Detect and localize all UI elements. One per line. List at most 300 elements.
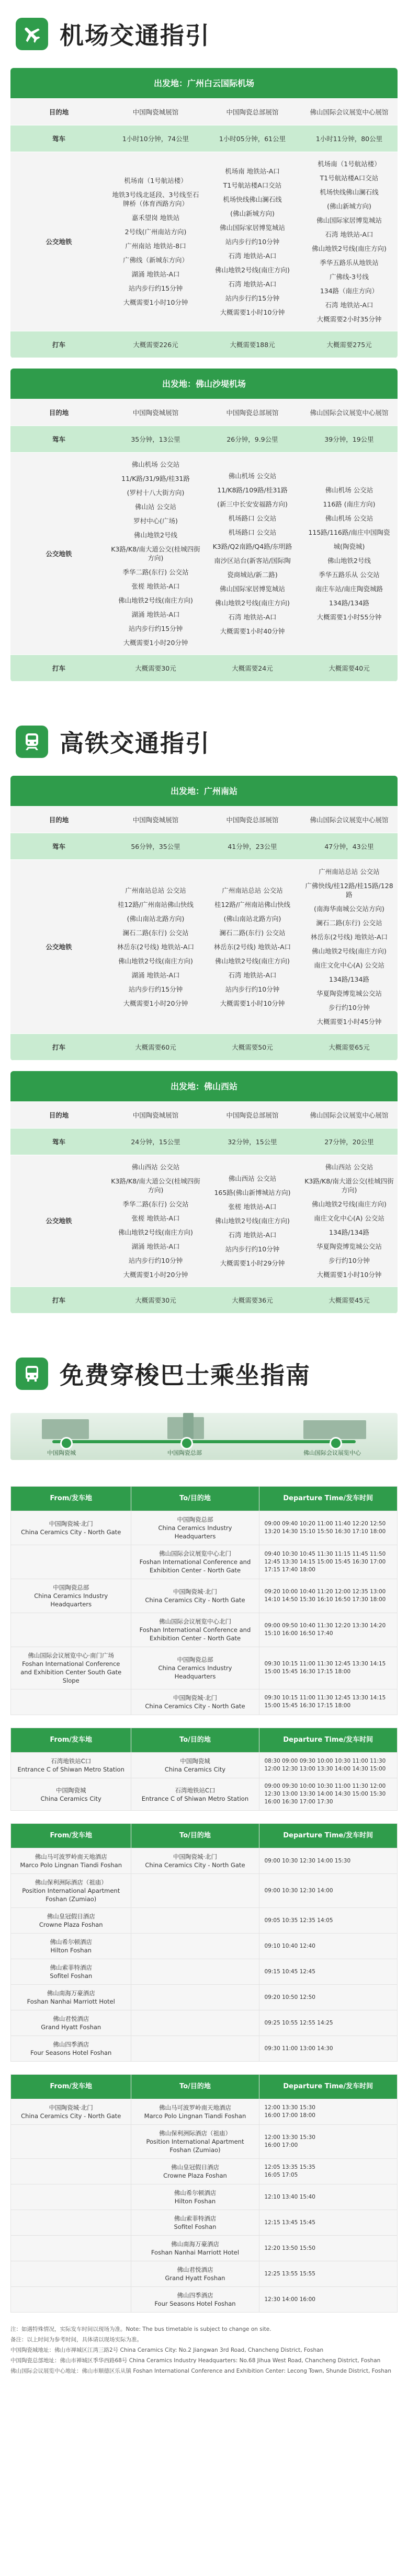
shuttle-time: 12:30 14:00 16:00 bbox=[259, 2287, 398, 2313]
shuttle-time: 09:20 10:00 10:40 11:20 12:00 12:35 13:00 14:10 14:50 15:30 16:10 16:50 17:30 18:00 bbox=[259, 1579, 398, 1613]
shuttle-to: 中国陶瓷城·北门 China Ceramics City - North Gate bbox=[131, 1579, 259, 1613]
transit-step: 机场南（1号航站楼） bbox=[318, 160, 381, 168]
shuttle-from: 中国陶瓷总部 China Ceramics Industry Headquarters bbox=[11, 1579, 131, 1613]
shuttle-to bbox=[131, 2036, 259, 2062]
transit-step: 张槎 地铁站-A口 bbox=[131, 582, 180, 590]
transit-step: 广州南站总站 公交站 bbox=[125, 886, 186, 894]
shuttle-table bbox=[10, 1728, 398, 1811]
transit-step: 佛山地铁2号线(南庄方向) bbox=[312, 245, 387, 252]
transit-step: 站内步行约15分钟 bbox=[128, 985, 183, 993]
shuttle-to: 佛山国际会议展览中心北门 Foshan International Conference and Exhibition Center - North Gate bbox=[131, 1613, 259, 1647]
route-origin-row bbox=[10, 776, 398, 807]
shuttle-to bbox=[131, 1908, 259, 1934]
transit-step: 机场快线佛山澜石线 bbox=[320, 188, 379, 196]
shuttle-row bbox=[11, 2287, 398, 2313]
shuttle-from bbox=[11, 2210, 131, 2236]
transit-steps bbox=[109, 460, 202, 647]
shuttle-to: 佛山马可波罗岭南天地酒店 Marco Polo Lingnan Tiandi Foshan bbox=[131, 2099, 259, 2125]
shuttle-to bbox=[131, 1985, 259, 2010]
shuttle-column-header: Departure Time/发车时间 bbox=[259, 2075, 398, 2099]
table-cell: 26分钟，9.9公里 bbox=[204, 426, 301, 453]
shuttle-row bbox=[11, 2210, 398, 2236]
transit-step: 华夏陶瓷博览城公交站 bbox=[316, 990, 382, 997]
transit-step: 湖涌 地铁站-A口 bbox=[131, 611, 180, 618]
transit-step: 115路/116路/南庄中国陶瓷 bbox=[308, 528, 390, 536]
shuttle-time: 08:30 09:00 09:30 10:00 10:30 11:00 11:30 12:00 12:30 13:00 13:30 14:00 14:30 15:00 bbox=[259, 1753, 398, 1778]
transit-step: 南庄文化中心(A) 公交站 bbox=[314, 1214, 384, 1222]
transit-step: 石湾 地铁站-A口 bbox=[228, 1231, 277, 1239]
shuttle-row bbox=[11, 1613, 398, 1647]
shuttle-from bbox=[11, 2184, 131, 2210]
transit-step: 大概需要1小时10分钟 bbox=[316, 1271, 382, 1279]
shuttle-time: 12:10 13:40 15:40 bbox=[259, 2184, 398, 2210]
transit-step: 佛山机场 公交站 bbox=[228, 472, 277, 480]
column-header: 目的地 bbox=[10, 1102, 107, 1129]
transit-step: 城(陶瓷城) bbox=[333, 543, 365, 550]
transit-steps bbox=[303, 486, 395, 622]
transit-step: 广州南站总站 公交站 bbox=[319, 868, 380, 876]
shuttle-from: 佛山皇冠假日酒店 Crowne Plaza Foshan bbox=[11, 1908, 131, 1934]
transit-step: T1号航站楼A口交站 bbox=[320, 174, 379, 182]
row-label: 打车 bbox=[10, 1287, 107, 1314]
transit-step: 佛山地铁2号线(南庄方向) bbox=[118, 957, 193, 965]
transit-step: (佛山新城方向) bbox=[230, 209, 275, 217]
column-header: 目的地 bbox=[10, 807, 107, 833]
shuttle-to bbox=[131, 1959, 259, 1985]
shuttle-column-header: To/目的地 bbox=[131, 1824, 259, 1848]
shuttle-from: 佛山索菲特酒店 Sofitel Foshan bbox=[11, 1959, 131, 1985]
shuttle-time: 09:00 09:40 10:20 11:00 11:40 12:20 12:50 13:20 14:30 15:10 15:50 16:30 17:10 18:00 bbox=[259, 1511, 398, 1545]
table-cell bbox=[301, 152, 398, 331]
transit-step: 澜石二路(东行) 公交站 bbox=[219, 928, 286, 937]
table-cell: 大概需要30元 bbox=[107, 655, 204, 682]
transit-step: 嘉禾望岗 地铁站 bbox=[131, 214, 180, 222]
table-cell: 大概需要30元 bbox=[107, 1287, 204, 1314]
row-label: 公交地铁 bbox=[10, 152, 107, 331]
table-cell: 大概需要60元 bbox=[107, 1034, 204, 1061]
transit-step: 116路 (南庄方向) bbox=[323, 500, 376, 508]
transit-step: 大概需要1小时20分钟 bbox=[123, 639, 188, 647]
transit-step: 地铁3号线北延段、3号线至石牌桥（体育西路方向） bbox=[112, 191, 199, 208]
transit-step: 石湾 地铁站-A口 bbox=[228, 251, 277, 260]
transit-step: 佛山地铁2号线(南庄方向) bbox=[215, 957, 290, 965]
shuttle-column-header: From/发车地 bbox=[11, 1487, 131, 1511]
route-table bbox=[10, 1071, 398, 1314]
column-header: 中国陶瓷总部展馆 bbox=[204, 99, 301, 125]
transit-step: 华夏陶瓷博览城公交站 bbox=[316, 1243, 382, 1250]
shuttle-column-header: From/发车地 bbox=[11, 2075, 131, 2099]
shuttle-row bbox=[11, 1934, 398, 1959]
bus-icon bbox=[16, 1358, 48, 1390]
route-origin: 出发地：佛山西站 bbox=[10, 1071, 398, 1102]
shuttle-notes bbox=[10, 2325, 398, 2375]
route-origin-row bbox=[10, 369, 398, 399]
shuttle-from bbox=[11, 1613, 131, 1647]
shuttle-to: 佛山君悦酒店 Grand Hyatt Foshan bbox=[131, 2261, 259, 2287]
shuttle-from: 佛山君悦酒店 Grand Hyatt Foshan bbox=[11, 2010, 131, 2036]
table-cell: 大概需要50元 bbox=[204, 1034, 301, 1061]
transit-step: 机场南 地铁站-A口 bbox=[225, 167, 280, 175]
shuttle-time: 12:05 13:35 15:35 16:05 17:05 bbox=[259, 2159, 398, 2184]
table-row bbox=[10, 1155, 398, 1287]
shuttle-header-row bbox=[11, 2075, 398, 2099]
shuttle-row bbox=[11, 1985, 398, 2010]
table-row bbox=[10, 833, 398, 860]
shuttle-to: 佛山南海万豪酒店 Foshan Nanhai Marriott Hotel bbox=[131, 2236, 259, 2261]
transit-step: 佛山地铁2号线(南庄方向) bbox=[312, 947, 387, 955]
transit-step: 佛山机场 公交站 bbox=[131, 461, 180, 468]
shuttle-from bbox=[11, 2236, 131, 2261]
transit-step: 广州南站总站 公交站 bbox=[222, 886, 283, 894]
row-label: 打车 bbox=[10, 1034, 107, 1061]
transit-step: 大概需要1小时10分钟 bbox=[220, 308, 285, 316]
column-header: 中国陶瓷城展馆 bbox=[107, 399, 204, 426]
note-line: 中国陶瓷总部地址：佛山市禅城区季华西路68号 China Ceramics Industry Headquarters: No.68 Jihua West Road, Chancheng District, Foshan bbox=[10, 2358, 381, 2364]
airplane-icon bbox=[16, 18, 48, 50]
airport-section-title: 机场交通指引 bbox=[60, 21, 210, 50]
table-cell bbox=[204, 152, 301, 331]
transit-step: 机场路口 公交站 bbox=[228, 514, 277, 522]
shuttle-header-row bbox=[11, 1487, 398, 1511]
banner-label: 佛山国际会议展览中心 bbox=[303, 1450, 361, 1456]
transit-step: 桂12路/广州南站佛山快线 bbox=[117, 900, 194, 908]
route-origin: 出发地：佛山沙堤机场 bbox=[10, 369, 398, 399]
rail-section-header bbox=[0, 708, 408, 776]
table-cell bbox=[107, 1155, 204, 1287]
shuttle-from: 石湾地铁站C口 Entrance C of Shiwan Metro Station bbox=[11, 1753, 131, 1778]
shuttle-header-row bbox=[11, 1728, 398, 1753]
shuttle-row bbox=[11, 1579, 398, 1613]
transit-step: 南庄车站/南庄陶瓷城路 bbox=[315, 585, 383, 593]
table-row bbox=[10, 125, 398, 152]
column-header: 佛山国际会议展览中心展馆 bbox=[301, 1102, 398, 1129]
shuttle-time: 09:30 10:15 11:00 11:30 12:45 13:30 14:15 15:00 15:45 16:30 17:15 18:00 bbox=[259, 1689, 398, 1715]
transit-step: 季华二路(东行) 公交站 bbox=[122, 1200, 189, 1208]
table-row bbox=[10, 426, 398, 453]
shuttle-from: 佛山国际会议展览中心·南门广场 Foshan International Conference and Exhibition Center South Gate Slope bbox=[11, 1647, 131, 1689]
shuttle-row bbox=[11, 1778, 398, 1811]
row-label: 公交地铁 bbox=[10, 860, 107, 1034]
transit-step: 佛山国际家居博览城站 bbox=[219, 223, 285, 232]
transit-step: 机场南（1号航站楼） bbox=[124, 177, 187, 185]
transit-step: 佛山地铁2号线 bbox=[134, 531, 177, 539]
shuttle-to: 中国陶瓷城·北门 China Ceramics City - North Gate bbox=[131, 1848, 259, 1874]
shuttle-from bbox=[11, 2159, 131, 2184]
transit-step: (佛山南站北路方向) bbox=[223, 914, 281, 923]
route-table bbox=[10, 776, 398, 1061]
transit-step: 佛山地铁2号线(南庄方向) bbox=[215, 1217, 290, 1225]
column-header: 中国陶瓷城展馆 bbox=[107, 99, 204, 125]
shuttle-to: 中国陶瓷城 China Ceramics City bbox=[131, 1753, 259, 1778]
transit-step: K3路/K8/南大道公交(桂城四街方向) bbox=[111, 545, 200, 562]
shuttle-row bbox=[11, 1959, 398, 1985]
table-cell: 32分钟，15公里 bbox=[204, 1129, 301, 1155]
transit-step: 165路(佛山新博城站方向) bbox=[214, 1189, 291, 1197]
transit-step: 广佛快线/桂12路/桂15路/128路 bbox=[305, 882, 393, 899]
column-header: 佛山国际会议展览中心展馆 bbox=[301, 807, 398, 833]
table-cell: 大概需要65元 bbox=[301, 1034, 398, 1061]
transit-steps bbox=[206, 886, 299, 1008]
transit-step: 林岳东(2号线) 地铁站-A口 bbox=[213, 942, 291, 951]
transit-step: 季华二路(东行) 公交站 bbox=[122, 568, 189, 576]
transit-step: K3路/Q2南路/Q4路/东明路 bbox=[212, 543, 292, 550]
route-card bbox=[10, 1071, 398, 1314]
column-header: 中国陶瓷城展馆 bbox=[107, 807, 204, 833]
table-cell: 1小时11分钟，80公里 bbox=[301, 125, 398, 152]
transit-step: K3路/K8/南大道公交(桂城四街方向) bbox=[304, 1177, 394, 1194]
shuttle-time: 12:20 13:50 15:50 bbox=[259, 2236, 398, 2261]
banner-label: 中国陶瓷城 bbox=[47, 1450, 76, 1456]
table-row bbox=[10, 453, 398, 655]
shuttle-row bbox=[11, 1511, 398, 1545]
transit-step: 佛山地铁2号线(南庄方向) bbox=[312, 1200, 387, 1208]
transit-step: 季华五路乐从地铁站 bbox=[320, 259, 379, 267]
shuttle-to bbox=[131, 1874, 259, 1908]
shuttle-row bbox=[11, 1545, 398, 1579]
transit-step: 湖涌 地铁站-A口 bbox=[131, 1243, 180, 1250]
shuttle-table bbox=[10, 2074, 398, 2313]
table-cell bbox=[107, 152, 204, 331]
shuttle-column-header: From/发车地 bbox=[11, 1728, 131, 1753]
shuttle-table bbox=[10, 1486, 398, 1715]
transit-step: (南海华南城公交站方向) bbox=[314, 905, 384, 913]
route-origin-row bbox=[10, 1071, 398, 1102]
transit-step: 大概需要1小时55分钟 bbox=[316, 613, 382, 621]
column-header-row bbox=[10, 1102, 398, 1129]
shuttle-section-header bbox=[0, 1340, 408, 1408]
note-line: 备注：以上时间为参考时间，具体请以现场实际为准。 bbox=[10, 2337, 142, 2343]
column-header: 中国陶瓷总部展馆 bbox=[204, 807, 301, 833]
shuttle-column-header: To/目的地 bbox=[131, 2075, 259, 2099]
transit-step: 大概需要2小时35分钟 bbox=[316, 315, 382, 323]
transit-step: 澜石二路(东行) 公交站 bbox=[316, 919, 382, 927]
table-cell: 大概需要40元 bbox=[301, 655, 398, 682]
transit-step: 季华五路乐从 公交站 bbox=[319, 571, 380, 579]
column-header: 目的地 bbox=[10, 99, 107, 125]
table-cell: 1小时05分钟，61公里 bbox=[204, 125, 301, 152]
shuttle-to: 中国陶瓷城·北门 China Ceramics City - North Gate bbox=[131, 1689, 259, 1715]
shuttle-column-header: To/目的地 bbox=[131, 1487, 259, 1511]
table-cell: 大概需要45元 bbox=[301, 1287, 398, 1314]
table-cell: 47分钟，43公里 bbox=[301, 833, 398, 860]
transit-step: 广佛线（新城东方向） bbox=[122, 256, 188, 264]
transit-step: 罗村中心(广场) bbox=[133, 517, 178, 525]
table-cell bbox=[301, 453, 398, 655]
transit-step: 佛山地铁2号线 bbox=[327, 557, 371, 565]
shuttle-to: 佛山国际会议展览中心北门 Foshan International Conference and Exhibition Center - North Gate bbox=[131, 1545, 259, 1579]
table-cell: 1小时10分钟，74公里 bbox=[107, 125, 204, 152]
table-cell bbox=[301, 860, 398, 1034]
shuttle-tables bbox=[0, 1486, 408, 2313]
transit-step: (罗村十八大街方向) bbox=[127, 489, 185, 497]
route-stop-marker bbox=[60, 1437, 73, 1450]
transit-step: 大概需要1小时10分钟 bbox=[220, 999, 285, 1007]
transit-steps bbox=[109, 1163, 202, 1279]
shuttle-time: 09:20 10:50 12:50 bbox=[259, 1985, 398, 2010]
transit-steps bbox=[303, 867, 395, 1026]
transit-step: 佛山地铁2号线(南庄方向) bbox=[215, 266, 290, 274]
transit-step: 站内步行约10分钟 bbox=[128, 1257, 183, 1264]
route-origin: 出发地：广州白云国际机场 bbox=[10, 68, 398, 99]
shuttle-header-row bbox=[11, 1824, 398, 1848]
shuttle-from: 佛山南海万豪酒店 Foshan Nanhai Marriott Hotel bbox=[11, 1985, 131, 2010]
route-card bbox=[10, 68, 398, 358]
transit-step: 石湾 地铁站-A口 bbox=[325, 301, 373, 309]
shuttle-from bbox=[11, 2125, 131, 2159]
note-line: 注：如遇特殊情况，实际发车时间以现场为准。Note: The bus timetable is subject to change on site. bbox=[10, 2326, 271, 2332]
transit-step: 佛山机场 公交站 bbox=[325, 514, 373, 522]
transit-step: 瓷商城站/新二路) bbox=[227, 571, 278, 579]
transit-step: 林岳东(2号线) 地铁站-A口 bbox=[310, 933, 388, 941]
transit-step: 站内步行约15分钟 bbox=[128, 625, 183, 632]
row-label: 公交地铁 bbox=[10, 453, 107, 655]
shuttle-time: 09:00 09:50 10:40 11:30 12:20 13:30 14:20 15:10 16:00 16:50 17:40 bbox=[259, 1613, 398, 1647]
shuttle-to bbox=[131, 2010, 259, 2036]
shuttle-row bbox=[11, 2125, 398, 2159]
transit-step: 134路/134路 bbox=[329, 599, 369, 607]
transit-step: 佛山站 公交站 bbox=[135, 503, 176, 511]
transit-step: 石湾 地铁站-A口 bbox=[228, 613, 277, 621]
transit-step: (佛山新城方向) bbox=[327, 202, 371, 210]
table-cell: 大概需要36元 bbox=[204, 1287, 301, 1314]
shuttle-time: 09:10 10:40 12:40 bbox=[259, 1934, 398, 1959]
shuttle-to bbox=[131, 1934, 259, 1959]
transit-step: 广佛线-3号线 bbox=[330, 273, 369, 281]
table-row bbox=[10, 860, 398, 1034]
note-line: 中国陶瓷城地址：佛山市禅城区江湾三路2号 China Ceramics City: No.2 Jiangwan 3rd Road, Chancheng District, Foshan bbox=[10, 2347, 324, 2353]
banner-label: 中国陶瓷总部 bbox=[167, 1450, 202, 1456]
transit-step: 林岳东(2号线) 地铁站-A口 bbox=[117, 942, 195, 951]
shuttle-column-header: Departure Time/发车时间 bbox=[259, 1487, 398, 1511]
transit-step: 大概需要1小时45分钟 bbox=[316, 1018, 382, 1026]
transit-step: 大概需要1小时10分钟 bbox=[123, 298, 188, 306]
transit-step: 桂12路/广州南站佛山快线 bbox=[214, 900, 291, 908]
shuttle-from bbox=[11, 2287, 131, 2313]
transit-step: 步行约10分钟 bbox=[328, 1257, 370, 1264]
transit-step: 南沙区站台(新客站/国际陶 bbox=[214, 557, 291, 565]
transit-step: 大概需要1小时29分钟 bbox=[220, 1259, 285, 1267]
shuttle-from: 佛山四季酒店 Four Seasons Hotel Foshan bbox=[11, 2036, 131, 2062]
column-header-row bbox=[10, 399, 398, 426]
shuttle-row bbox=[11, 1689, 398, 1715]
table-cell: 大概需要24元 bbox=[204, 655, 301, 682]
row-label: 驾车 bbox=[10, 125, 107, 152]
shuttle-time: 12:25 13:55 15:55 bbox=[259, 2261, 398, 2287]
shuttle-from: 中国陶瓷城 China Ceramics City bbox=[11, 1778, 131, 1811]
row-label: 打车 bbox=[10, 655, 107, 682]
table-row bbox=[10, 655, 398, 682]
shuttle-row bbox=[11, 2036, 398, 2062]
transit-step: 站内步行约10分钟 bbox=[225, 237, 280, 246]
column-header: 佛山国际会议展览中心展馆 bbox=[301, 399, 398, 426]
transit-steps bbox=[303, 1163, 395, 1279]
shuttle-time: 09:00 10:30 12:30 14:00 15:30 bbox=[259, 1848, 398, 1874]
row-label: 驾车 bbox=[10, 426, 107, 453]
table-cell bbox=[204, 860, 301, 1034]
shuttle-from: 中国陶瓷城·北门 China Ceramics City - North Gate bbox=[11, 1511, 131, 1545]
shuttle-to: 佛山保利洲际酒店（祖庙） Position International Apartment Foshan (Zumiao) bbox=[131, 2125, 259, 2159]
transit-step: 石湾 地铁站-A口 bbox=[228, 280, 277, 288]
shuttle-table bbox=[10, 1823, 398, 2062]
route-card bbox=[10, 369, 398, 682]
column-header: 中国陶瓷总部展馆 bbox=[204, 399, 301, 426]
shuttle-time: 09:05 10:35 12:35 14:05 bbox=[259, 1908, 398, 1934]
transit-step: 大概需要1小时20分钟 bbox=[123, 999, 188, 1007]
table-row bbox=[10, 1034, 398, 1061]
column-header: 佛山国际会议展览中心展馆 bbox=[301, 99, 398, 125]
row-label: 驾车 bbox=[10, 1129, 107, 1155]
rail-section-title: 高铁交通指引 bbox=[60, 729, 210, 757]
rail-tables bbox=[0, 776, 408, 1314]
transit-step: 佛山国际家居博览城站 bbox=[316, 216, 382, 224]
shuttle-to: 石湾地铁站C口 Entrance C of Shiwan Metro Station bbox=[131, 1778, 259, 1811]
transit-step: 张槎 地铁站-A口 bbox=[131, 1214, 180, 1222]
transit-steps bbox=[206, 167, 299, 317]
row-label: 驾车 bbox=[10, 833, 107, 860]
transit-step: 11/K8路/109路/桂31路 bbox=[217, 486, 288, 494]
table-row bbox=[10, 1287, 398, 1314]
transit-steps bbox=[206, 1174, 299, 1268]
shuttle-column-header: From/发车地 bbox=[11, 1824, 131, 1848]
shuttle-row bbox=[11, 1753, 398, 1778]
transit-steps bbox=[303, 159, 395, 324]
table-cell: 24分钟，15公里 bbox=[107, 1129, 204, 1155]
route-table bbox=[10, 369, 398, 682]
transit-step: 佛山地铁2号线(南庄方向) bbox=[118, 596, 193, 604]
transit-step: 步行约10分钟 bbox=[328, 1004, 370, 1011]
note-line: 佛山国际会议展览中心地址：佛山市顺德区乐从镇 Foshan International Conference and Exhibition Center: Lecong Town, Shunde District, Foshan bbox=[10, 2368, 391, 2374]
transit-step: 佛山地铁2号线(南庄方向) bbox=[215, 599, 290, 607]
transit-step: 134路/134路 bbox=[329, 975, 369, 983]
shuttle-to: 佛山皇冠假日酒店 Crowne Plaza Foshan bbox=[131, 2159, 259, 2184]
shuttle-row bbox=[11, 2010, 398, 2036]
transit-step: 湖涌 地铁站-A口 bbox=[131, 971, 180, 979]
table-cell bbox=[204, 453, 301, 655]
route-stop-marker bbox=[330, 1437, 342, 1450]
table-cell: 大概需要275元 bbox=[301, 331, 398, 358]
transit-step: 佛山地铁2号线(南庄方向) bbox=[118, 1228, 193, 1236]
route-table bbox=[10, 68, 398, 358]
shuttle-time: 09:40 10:30 10:45 11:30 11:15 11:45 11:50 12:45 13:30 14:15 15:00 15:45 16:30 17:00 17:15 17:40 18:00 bbox=[259, 1545, 398, 1579]
shuttle-from bbox=[11, 1545, 131, 1579]
table-cell: 大概需要188元 bbox=[204, 331, 301, 358]
shuttle-column-header: To/目的地 bbox=[131, 1728, 259, 1753]
transit-step: 南庄文化中心(A) 公交站 bbox=[314, 961, 384, 969]
shuttle-row bbox=[11, 1647, 398, 1689]
shuttle-row bbox=[11, 1874, 398, 1908]
transit-steps bbox=[109, 176, 202, 307]
column-header: 中国陶瓷总部展馆 bbox=[204, 1102, 301, 1129]
shuttle-column-header: Departure Time/发车时间 bbox=[259, 1728, 398, 1753]
transit-step: 11/K路/31/9路/桂31路 bbox=[121, 475, 190, 482]
shuttle-to: 中国陶瓷总部 China Ceramics Industry Headquarters bbox=[131, 1511, 259, 1545]
table-cell: 27分钟，20公里 bbox=[301, 1129, 398, 1155]
table-cell: 41分钟，23公里 bbox=[204, 833, 301, 860]
transit-step: 广州南站 地铁站-8口 bbox=[125, 242, 186, 250]
transit-step: 张槎 地铁站-A口 bbox=[228, 1203, 277, 1211]
table-cell: 39分钟，19公里 bbox=[301, 426, 398, 453]
table-row bbox=[10, 152, 398, 331]
route-origin: 出发地：广州南站 bbox=[10, 776, 398, 807]
transit-step: 大概需要1小时40分钟 bbox=[220, 627, 285, 635]
transit-step: 机场路口 公交站 bbox=[228, 528, 277, 536]
shuttle-from: 佛山保利洲际酒店（祖庙） Position International Apartment Foshan (Zumiao) bbox=[11, 1874, 131, 1908]
transit-step: 站内步行约15分钟 bbox=[225, 294, 280, 302]
table-row bbox=[10, 1129, 398, 1155]
transit-step: 佛山西站 公交站 bbox=[131, 1163, 180, 1171]
transit-step: 佛山机场 公交站 bbox=[325, 486, 373, 494]
column-header: 目的地 bbox=[10, 399, 107, 426]
